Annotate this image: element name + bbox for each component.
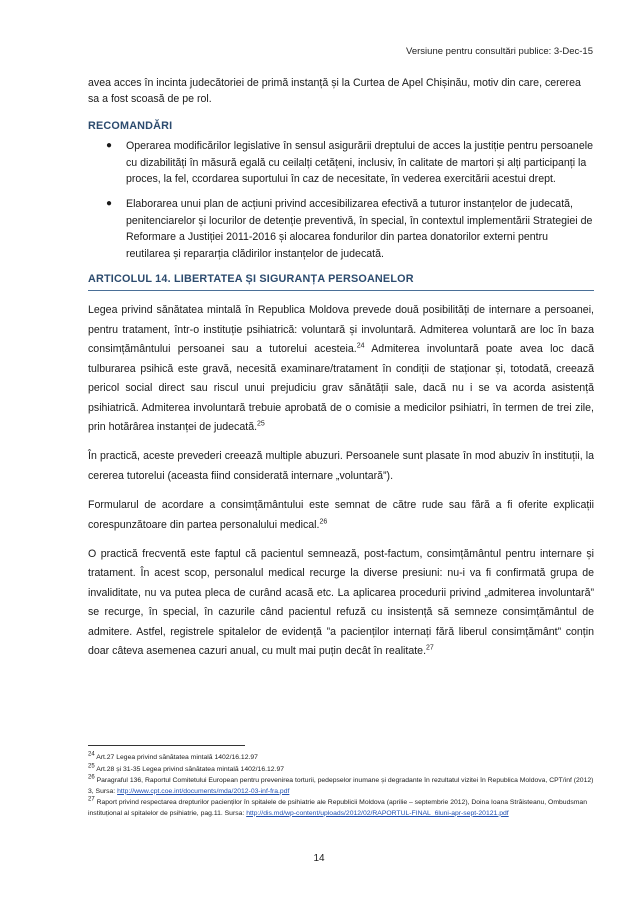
footnote-25: [88, 765, 594, 775]
recommendations-heading: RECOMANDĂRI: [88, 119, 173, 132]
footnote-ref-24[interactable]: 24: [356, 342, 365, 350]
footnote-mark: 27: [88, 797, 95, 804]
recommendation-text: Operarea modificărilor legislative în sensul asigurării dreptului de acces la justiție pentru persoanele cu dizabilități în măsură egală cu ceilalți cetățeni, inclusiv, în calitate de martori și alți participanți la proces, la fel, ccordarea suportului în caz de necesitate, în vederea exercitării acestui drept.: [126, 140, 593, 186]
paragraph-text: Formularul de acordare a consimțământului este semnat de către rude sau fără a fi oferite explicații corespunzătoare din partea personalului medical.: [88, 499, 594, 531]
footnote-ref-26[interactable]: 26: [319, 518, 328, 525]
paragraph-text: Legea privind sănătatea mintală în Republica Moldova prevede două posibilități de internare a persoanei, pentru tratament, într-o instituție psihiatrică: voluntară și involuntară. Admiterea voluntară are loc în baza consimțământului persoanei sau a tutorelui acesteia.: [88, 304, 594, 356]
footnote-mark: 25: [88, 763, 95, 770]
footnote-24: [88, 753, 594, 763]
list-item: [88, 138, 594, 187]
footnote-mark: 24: [88, 751, 95, 758]
list-item: [88, 196, 594, 262]
paragraph-text: O practică frecventă este faptul că pacientul semnează, post-factum, consimțământul pentru internare și tratament. În acest scop, personalul medical recurge la diverse presiuni: nu-i va fi confirmată grupa de invaliditate, nu va putea pleca de curând acasă etc. La aplicarea procedurii privind „admiterea involuntară” se recurge, în special, în cazurile când pacientul refuză cu insistență să semneze consimțământul de admitere. Astfel, registrele spitalelor de evidență ”a pacienților internați fără liberul consimțământ” conțin doar câteva asemenea cazuri anual, cu mult mai puțin decât în realitate.: [88, 547, 594, 657]
article-paragraph-4: [88, 545, 594, 661]
article-paragraph-2: În practică, aceste prevederi creează multiple abuzuri. Persoanele sunt plasate în mod abuziv în instituții, la cererea tutorelui (aceasta fiind considerată internare „voluntară”).: [88, 450, 594, 482]
main-content: [88, 75, 594, 661]
footnote-link-report[interactable]: http://dis.md/wp-content/uploads/2012/02/RAPORTUL-FINAL_6luni-apr-sept-20121.pdf: [246, 809, 509, 817]
bullet-icon: ●: [106, 140, 113, 152]
paragraph-text: Admiterea involuntară poate avea loc dacă tulburarea psihică este gravă, necesită examinare/tratament în condiții de staționar și, totodată, creează pericol social direct sau riscul unui prejudiciu grav sănătății sale, dacă nu i se va acorda asistență psihiatrică. Admiterea involuntară trebuie aprobată de o comisie a medicilor psihiatri, în termen de trei zile, prin hotărârea instanței de judecată.: [88, 343, 594, 433]
article-paragraph-3: [88, 496, 594, 535]
page-header: Versiune pentru consultări publice: 3-Dec-15: [406, 46, 593, 57]
footnote-ref-25[interactable]: 25: [257, 420, 265, 428]
recommendation-text: Elaborarea unui plan de acțiuni privind accesibilizarea efectivă a tuturor instanțelor de judecată, penitenciarelor și locurilor de detenție preventivă, în special, în contextul implementării Strategiei de Reformare a Justiției 2011-2016 și alocarea fondurilor din partea donatorilor externi pentru reutilarea și repararția clădirilor instanțelor de judecată.: [126, 198, 593, 260]
footnotes: [88, 753, 594, 820]
footnote-27: [88, 798, 594, 818]
footnote-text: Paragraful 136, Raportul Comitetului European pentru prevenirea torturii, pedepselor inumane și degradante în rezultatul vizitei în Republica Moldova, CPT/inf (2012) 3, Sursa:: [88, 777, 594, 795]
footnote-divider: [88, 745, 245, 746]
footnote-mark: 26: [88, 775, 95, 782]
footnote-26: [88, 776, 594, 796]
page-number: 14: [313, 853, 325, 864]
footnote-text: Art.27 Legea privind sănătatea mintală 1402/16.12.97: [96, 754, 258, 761]
article-paragraph-1: [88, 301, 594, 437]
footnote-ref-27[interactable]: 27: [426, 644, 434, 652]
footnote-link-cpt[interactable]: http://www.cpt.coe.int/documents/mda/2012-03-inf-fra.pdf: [117, 787, 290, 795]
intro-paragraph: avea acces în incinta judecătoriei de primă instanță și la Curtea de Apel Chișinău, motiv din care, cererea sa a fost scoasă de pe rol.: [88, 77, 581, 106]
article-heading: ARTICOLUL 14. LIBERTATEA ȘI SIGURANȚA PERSOANELOR: [88, 271, 594, 291]
bullet-icon: ●: [106, 198, 113, 210]
recommendations-list: [88, 138, 594, 262]
footnote-text: Art.28 și 31-35 Legea privind sănătatea mintală 1402/16.12.97: [96, 765, 285, 773]
footnote-text: Raport privind respectarea drepturilor pacienților în spitalele de psihiatrie ale Republicii Moldova (aprilie – septembrie 2012), Doina Ioana Străisteanu, Ombudsman instituțional al spitalelor de psihiatrie, pag.11. Sursa:: [88, 799, 587, 817]
